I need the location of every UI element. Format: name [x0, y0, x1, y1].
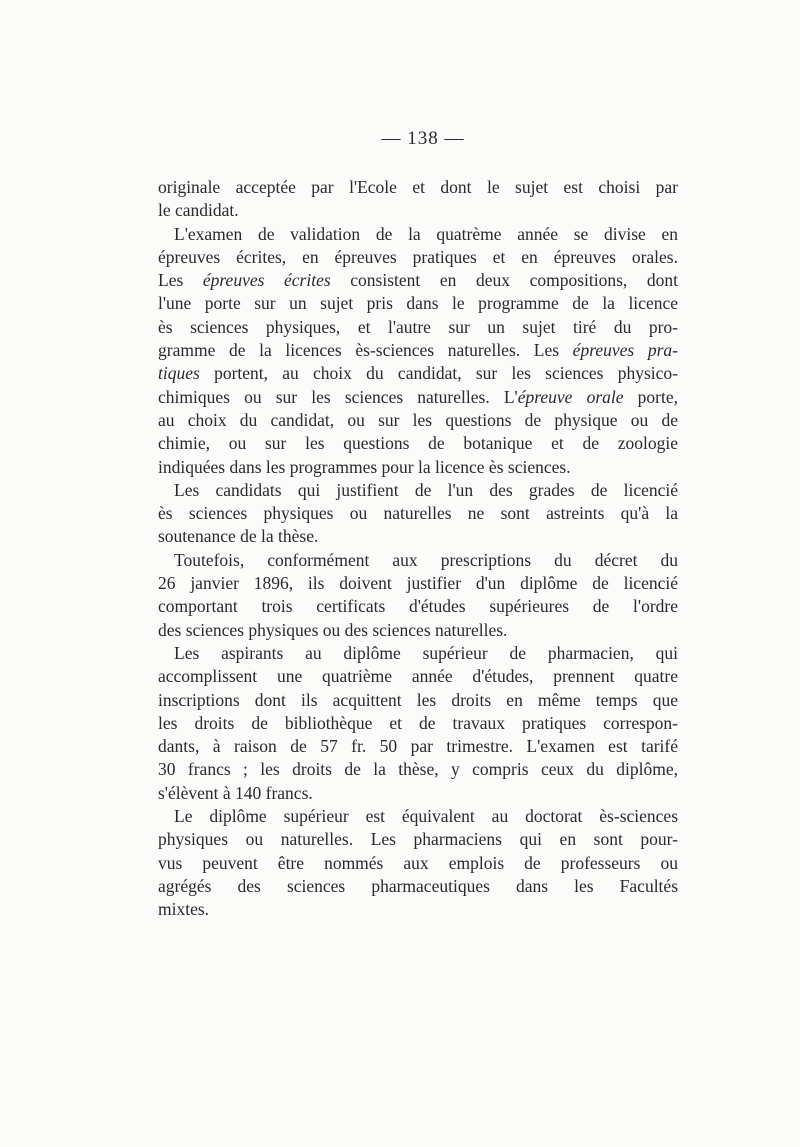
text-line: Toutefois, conformément aux prescriptions du décret du	[174, 549, 678, 570]
body-text	[158, 176, 678, 922]
paragraph-1	[158, 176, 678, 223]
text-line: mixtes.	[158, 899, 210, 920]
text-line: au choix du candidat, ou sur les questions de physique ou de	[158, 409, 678, 430]
text-line: L'examen de validation de la quatrème année se divise en	[174, 223, 678, 244]
text-line: originale acceptée par l'Ecole et dont le sujet est choisi par	[158, 177, 678, 197]
text-line: les droits de bibliothèque et de travaux pratiques correspon-	[158, 712, 678, 733]
text-line: ès sciences physiques, et l'autre sur un sujet tiré du pro-	[158, 316, 678, 337]
paragraph-4	[158, 549, 678, 642]
page-number: — 138 —	[381, 128, 465, 149]
text-line: soutenance de la thèse.	[158, 526, 319, 547]
text-line: Les candidats qui justifient de l'un des grades de licencié	[174, 479, 678, 500]
text-line: tiques portent, au choix du candidat, sur les sciences physico-	[158, 363, 678, 384]
paragraph-6	[158, 805, 678, 921]
text-line: ès sciences physiques ou naturelles ne sont astreints qu'à la	[158, 503, 678, 524]
text-line: épreuves écrites, en épreuves pratiques et en épreuves orales.	[158, 246, 678, 267]
paragraph-2	[158, 223, 678, 479]
text-line: 26 janvier 1896, ils doivent justifier d'un diplôme de licencié	[158, 573, 678, 594]
text-line: indiquées dans les programmes pour la licence ès sciences.	[158, 456, 571, 477]
text-line: 30 francs ; les droits de la thèse, y compris ceux du diplôme,	[158, 759, 678, 780]
text-line: Les aspirants au diplôme supérieur de pharmacien, qui	[174, 642, 678, 663]
text-line: comportant trois certificats d'études supérieures de l'ordre	[158, 596, 678, 617]
text-line: chimie, ou sur les questions de botanique et de zoologie	[158, 433, 678, 454]
paragraph-5	[158, 642, 678, 805]
text-line: physiques ou naturelles. Les pharmaciens qui en sont pour-	[158, 829, 678, 850]
text-line: dants, à raison de 57 fr. 50 par trimestre. L'examen est tarifé	[158, 736, 678, 757]
text-line: l'une porte sur un sujet pris dans le programme de la licence	[158, 293, 678, 314]
text-line: Le diplôme supérieur est équivalent au doctorat ès-sciences	[174, 806, 678, 827]
text-line: des sciences physiques ou des sciences naturelles.	[158, 619, 508, 640]
text-line: chimiques ou sur les sciences naturelles. L'épreuve orale porte,	[158, 386, 678, 407]
text-line: le candidat.	[158, 200, 239, 221]
paragraph-3	[158, 479, 678, 549]
text-line: inscriptions dont ils acquittent les droits en même temps que	[158, 689, 678, 710]
text-line: agrégés des sciences pharmaceutiques dans les Facultés	[158, 875, 678, 896]
text-line: gramme de la licences ès-sciences naturelles. Les épreuves pra-	[158, 340, 678, 361]
text-line: s'élèvent à 140 francs.	[158, 782, 313, 803]
text-line: vus peuvent être nommés aux emplois de professeurs ou	[158, 852, 678, 873]
text-line: accomplissent une quatrième année d'études, prennent quatre	[158, 666, 678, 687]
text-line: Les épreuves écrites consistent en deux compositions, dont	[158, 270, 679, 291]
